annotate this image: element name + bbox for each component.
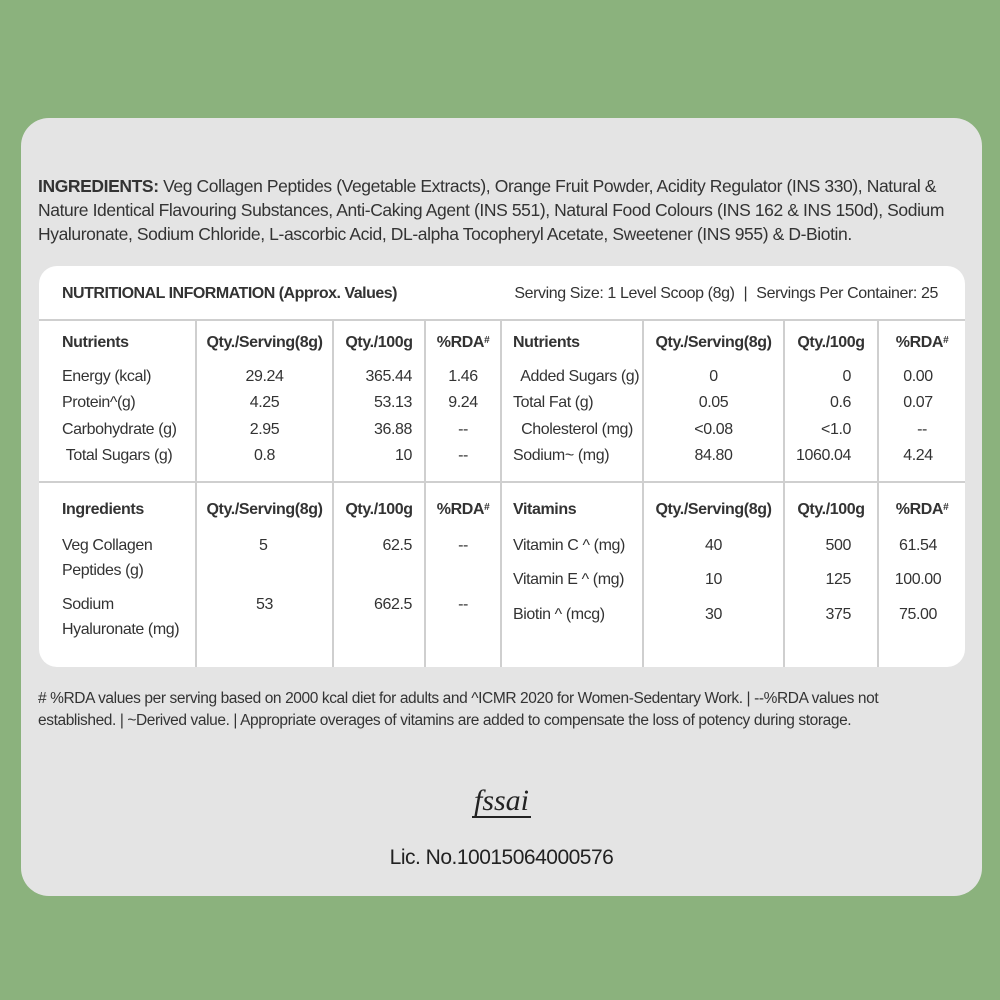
rda-value: -- (458, 596, 468, 613)
qty-serving: 30 (705, 606, 722, 623)
rda-value: -- (458, 537, 468, 554)
col-header-qty-100g: Qty./100g (797, 334, 865, 351)
qty-serving: 4.25 (249, 394, 280, 411)
col-header-rda: %RDA# (436, 334, 490, 351)
col-header-rda: %RDA# (436, 501, 490, 518)
nutrition-panel (39, 266, 965, 667)
qty-100g: 10 (395, 447, 412, 464)
nutrition-title: NUTRITIONAL INFORMATION (Approx. Values) (62, 285, 397, 302)
divider (500, 319, 502, 667)
qty-100g: <1.0 (821, 421, 851, 438)
col-header-rda: %RDA# (895, 334, 949, 351)
col-header-qty-100g: Qty./100g (797, 501, 865, 518)
footnote-line: established. | ~Derived value. | Appropriate overages of vitamins are added to compensate the loss of potency during storage. (38, 712, 852, 729)
rda-value: 1.46 (448, 368, 478, 385)
qty-serving: 2.95 (249, 421, 280, 438)
col-header-vitamins: Vitamins (513, 501, 577, 518)
divider (39, 481, 965, 483)
qty-serving: 10 (705, 571, 722, 588)
rda-value: -- (917, 421, 927, 438)
rda-value: 4.24 (903, 447, 933, 464)
col-header-qty-100g: Qty./100g (345, 501, 413, 518)
col-header-qty-serving: Qty./Serving(8g) (206, 501, 323, 518)
qty-100g: 125 (825, 571, 851, 588)
qty-100g: 1060.04 (795, 447, 851, 464)
footnote-line: # %RDA values per serving based on 2000 kcal diet for adults and ^ICMR 2020 for Women-Sedentary Work. | --%RDA values not (38, 690, 879, 707)
rda-value: 0.07 (903, 394, 933, 411)
nutrient-name: Cholesterol (mg) (513, 421, 633, 438)
qty-serving: 0 (709, 368, 718, 385)
rda-value: -- (458, 421, 468, 438)
nutrition-header (39, 266, 965, 321)
qty-100g: 375 (825, 606, 851, 623)
qty-serving: 0.05 (698, 394, 729, 411)
col-header-qty-serving: Qty./Serving(8g) (655, 334, 772, 351)
serving-size: Serving Size: 1 Level Scoop (8g) (514, 285, 735, 302)
rda-value: 61.54 (898, 537, 938, 554)
ingredients-list: Veg Collagen Peptides (Vegetable Extracts), Orange Fruit Powder, Acidity Regulator (INS 330), Natural & Nature Identical Flavouring Substances, Anti-Caking Agent (INS 551), Natural Food Colours (INS 162 & INS 150d), Sodium Hyaluronate, Sodium Chloride, L-ascorbic Acid, DL-alpha Tocopheryl Acetate, Sweetener (INS 955) & D-Biotin. (38, 176, 945, 244)
nutrient-name: Energy (kcal) (62, 368, 152, 385)
qty-100g: 0 (842, 368, 851, 385)
qty-serving: 0.8 (253, 447, 276, 464)
qty-100g: 36.88 (373, 421, 412, 438)
qty-serving: 53 (256, 596, 273, 613)
vitamin-name: Biotin ^ (mcg) (513, 606, 605, 623)
col-header-nutrients: Nutrients (62, 334, 129, 351)
fssai-logo: fssai (473, 784, 530, 817)
col-header-nutrients: Nutrients (513, 334, 580, 351)
rda-value: 75.00 (898, 606, 938, 623)
rda-value: 100.00 (894, 571, 942, 588)
serving-info (514, 285, 938, 303)
col-header-qty-serving: Qty./Serving(8g) (655, 501, 772, 518)
nutrient-name: Carbohydrate (g) (62, 421, 177, 438)
ingredient-name: Peptides (g) (62, 562, 144, 579)
qty-100g: 500 (825, 537, 851, 554)
nutrient-name: Sodium~ (mg) (513, 447, 610, 464)
nutrient-name: Added Sugars (g) (513, 368, 640, 385)
footnote (38, 688, 968, 732)
qty-100g: 365.44 (365, 368, 412, 385)
rda-value: -- (458, 447, 468, 464)
ingredient-name: Sodium (62, 596, 114, 613)
nutrient-name: Total Sugars (g) (62, 447, 173, 464)
vitamin-name: Vitamin E ^ (mg) (513, 571, 625, 588)
ingredient-name: Veg Collagen (62, 537, 153, 554)
nutrient-name: Total Fat (g) (513, 394, 594, 411)
vitamin-name: Vitamin C ^ (mg) (513, 537, 625, 554)
nutrient-name: Protein^(g) (62, 394, 136, 411)
qty-serving: 40 (705, 537, 722, 554)
rda-value: 0.00 (903, 368, 933, 385)
qty-serving: 29.24 (245, 368, 284, 385)
servings-per-container: Servings Per Container: 25 (756, 285, 938, 302)
ingredients-text (38, 174, 958, 246)
col-header-rda: %RDA# (895, 501, 949, 518)
qty-100g: 662.5 (373, 596, 412, 613)
separator: | (743, 285, 748, 302)
col-header-qty-serving: Qty./Serving(8g) (206, 334, 323, 351)
qty-100g: 53.13 (373, 394, 412, 411)
license-number: Lic. No.10015064000576 (389, 846, 614, 869)
fssai-logo-wrap (21, 786, 982, 818)
qty-serving: 5 (259, 537, 268, 554)
rda-value: 9.24 (448, 394, 478, 411)
label-card (21, 118, 982, 896)
qty-serving: <0.08 (694, 421, 733, 438)
qty-100g: 62.5 (382, 537, 412, 554)
qty-100g: 0.6 (829, 394, 851, 411)
ingredients-label: INGREDIENTS: (38, 176, 159, 196)
col-header-qty-100g: Qty./100g (345, 334, 413, 351)
col-header-ingredients: Ingredients (62, 501, 144, 518)
ingredient-name: Hyaluronate (mg) (62, 621, 180, 638)
qty-serving: 84.80 (694, 447, 733, 464)
